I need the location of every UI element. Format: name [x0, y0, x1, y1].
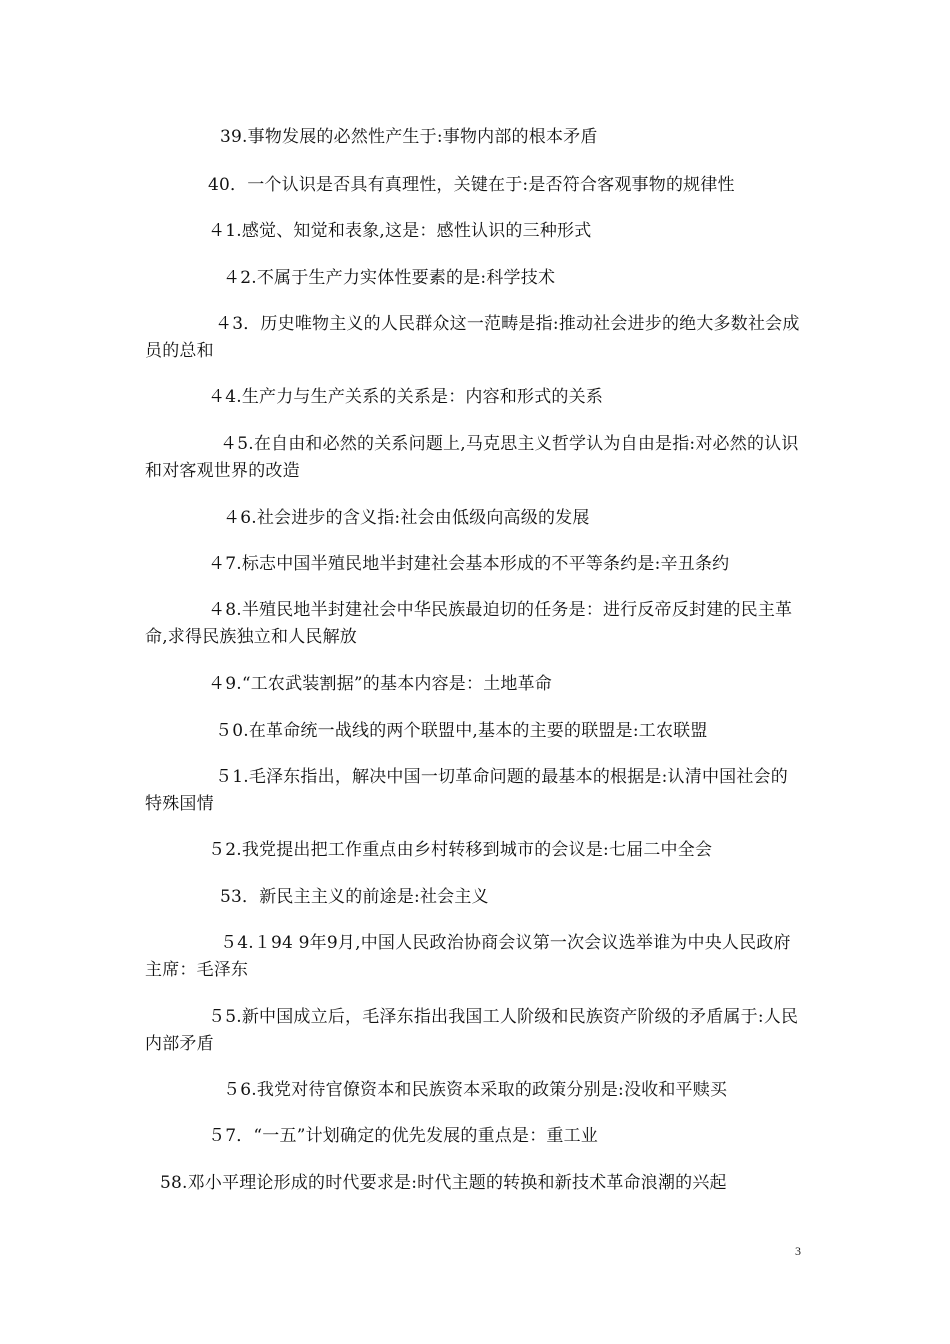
entry-52: ５2.我党提出把工作重点由乡村转移到城市的会议是:七届二中全会 [208, 840, 713, 860]
entry-48: ４8.半殖民地半封建社会中华民族最迫切的任务是：进行反帝反封建的民主革命,求得民族独立和人民解放 [145, 600, 793, 647]
entry-51: ５1.毛泽东指出，解决中国一切革命问题的最基本的根据是:认清中国社会的特殊国情 [145, 767, 788, 814]
page-number: 3 [795, 1244, 801, 1258]
entry-44: ４4.生产力与生产关系的关系是：内容和形式的关系 [208, 387, 604, 407]
entry-54: ５4.１94 9年9月,中国人民政治协商会议第一次会议选举谁为中央人民政府主席：毛泽东 [145, 933, 791, 980]
entry-47: ４7.标志中国半殖民地半封建社会基本形成的不平等条约是:辛丑条约 [208, 554, 730, 574]
entry-46: ４6.社会进步的含义指:社会由低级向高级的发展 [223, 508, 590, 528]
entry-55: ５5.新中国成立后，毛泽东指出我国工人阶级和民族资产阶级的矛盾属于:人民内部矛盾 [145, 1007, 799, 1054]
entry-49: ４9.“工农武装割据”的基本内容是：土地革命 [208, 674, 553, 694]
entry-53: 53．新民主主义的前途是:社会主义 [220, 887, 489, 907]
entry-40: 40．一个认识是否具有真理性，关键在于:是否符合客观事物的规律性 [208, 175, 735, 195]
entry-41: ４1.感觉、知觉和表象,这是：感性认识的三种形式 [208, 221, 592, 241]
entry-56: ５6.我党对待官僚资本和民族资本采取的政策分别是:没收和平赎买 [223, 1080, 728, 1100]
entry-58: 58.邓小平理论形成的时代要求是:时代主题的转换和新技术革命浪潮的兴起 [160, 1173, 727, 1193]
entry-57: ５7．“一五”计划确定的优先发展的重点是：重工业 [208, 1126, 598, 1146]
entry-43: ４3．历史唯物主义的人民群众这一范畴是指:推动社会进步的绝大多数社会成员的总和 [145, 314, 800, 361]
entry-50: ５0.在革命统一战线的两个联盟中,基本的主要的联盟是:工农联盟 [215, 721, 708, 741]
entry-45: ４5.在自由和必然的关系问题上,马克思主义哲学认为自由是指:对必然的认识和对客观世界的改造 [145, 434, 799, 481]
entry-42: ４2.不属于生产力实体性要素的是:科学技术 [223, 268, 556, 288]
entry-39: 39.事物发展的必然性产生于:事物内部的根本矛盾 [220, 127, 598, 147]
